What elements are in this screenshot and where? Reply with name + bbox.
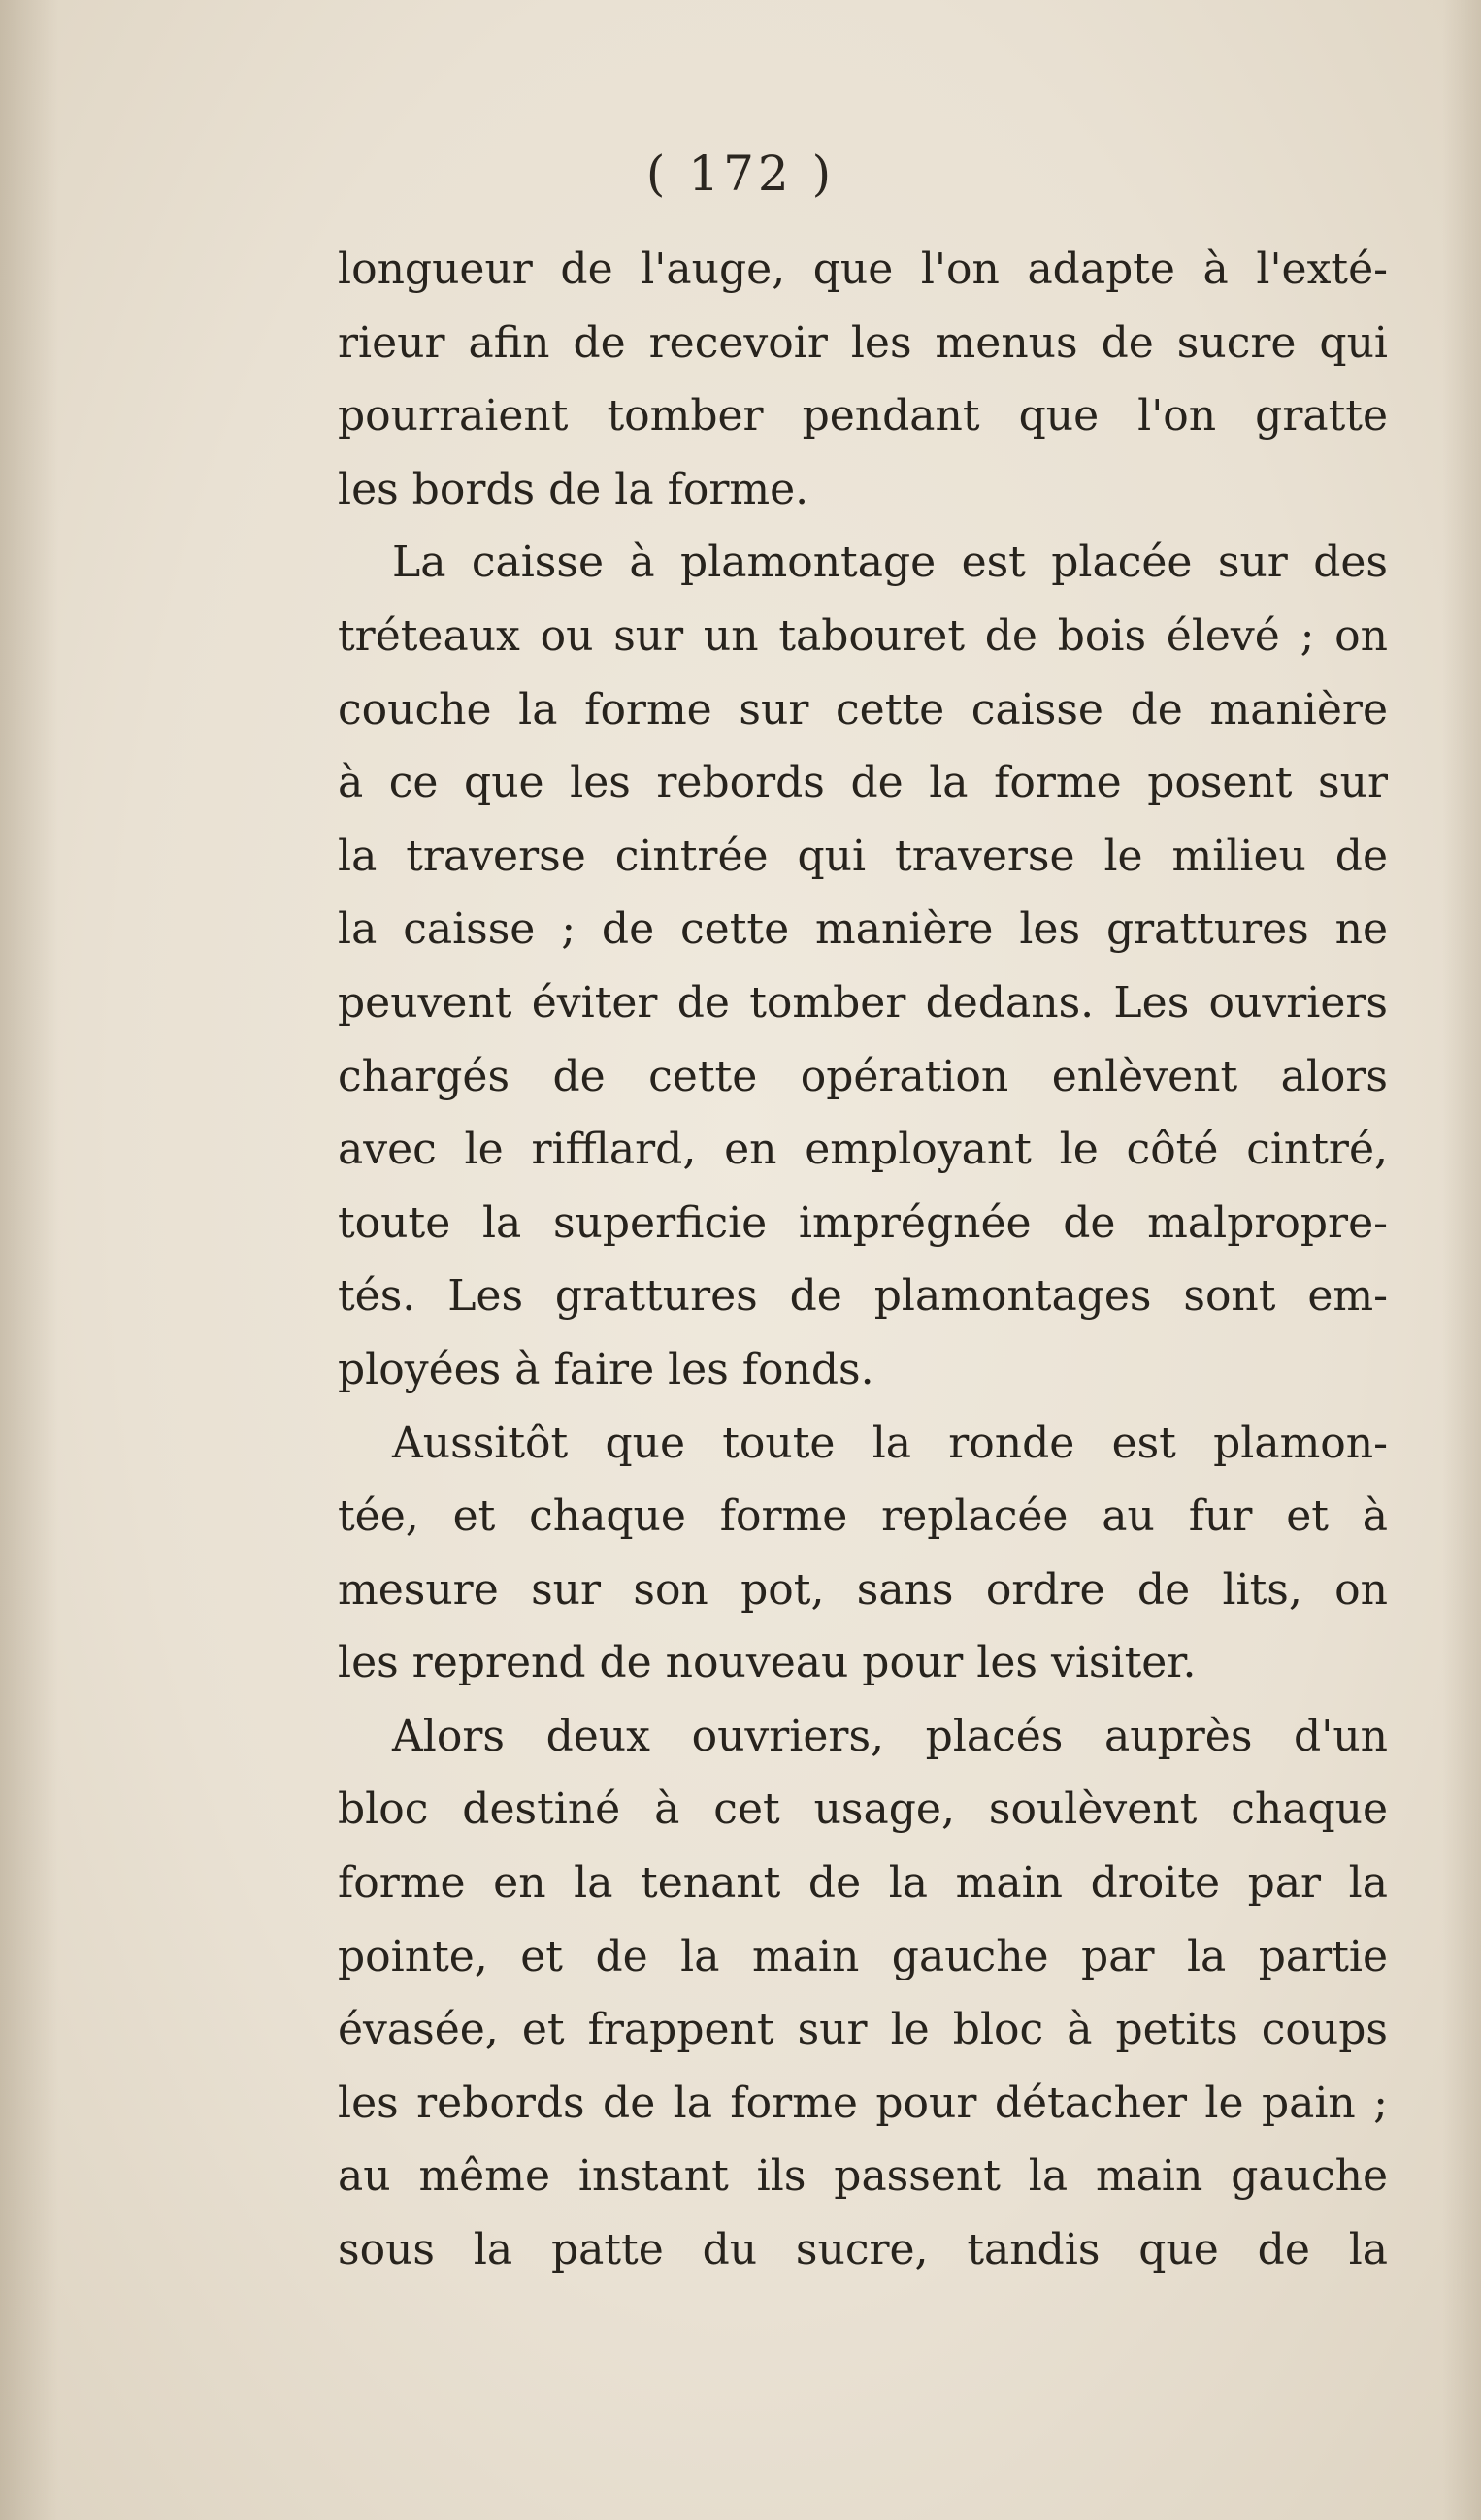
text-line: chargés de cette opération enlèvent alors xyxy=(338,1051,1388,1101)
text-line: couche la forme sur cette caisse de manière xyxy=(338,684,1388,735)
text-line: au même instant ils passent la main gauche xyxy=(338,2151,1388,2202)
body-text xyxy=(338,233,1388,2287)
page-edge-shadow xyxy=(1442,0,1481,2520)
text-line: longueur de l'auge, que l'on adapte à l'exté- xyxy=(338,245,1388,294)
page-number: ( 172 ) xyxy=(645,146,836,202)
text-line: avec le rifflard, en employant le côté cintré, xyxy=(338,1125,1388,1175)
text-line: tés. Les grattures de plamontages sont em- xyxy=(338,1271,1388,1322)
page-gutter-shadow xyxy=(0,0,58,2520)
text-line: tée, et chaque forme replacée au fur et à xyxy=(338,1491,1388,1542)
text-line: les reprend de nouveau pour les visiter. xyxy=(338,1638,1197,1688)
text-line: ployées à faire les fonds. xyxy=(338,1344,874,1394)
text-line: rieur afin de recevoir les menus de sucre qui xyxy=(338,317,1388,368)
text-line: La caisse à plamontage est placée sur des xyxy=(392,538,1388,588)
text-line: évasée, et frappent sur le bloc à petits coups xyxy=(338,2005,1388,2055)
text-line: Alors deux ouvriers, placés auprès d'un xyxy=(392,1711,1388,1761)
text-line: les rebords de la forme pour détacher le pain ; xyxy=(338,2078,1388,2128)
text-line: la caisse ; de cette manière les grattures ne xyxy=(338,904,1388,955)
text-line: bloc destiné à cet usage, soulèvent chaque xyxy=(338,1784,1388,1835)
text-line: mesure sur son pot, sans ordre de lits, on xyxy=(338,1564,1388,1615)
text-line: pointe, et de la main gauche par la partie xyxy=(338,1931,1388,1981)
text-line: peuvent éviter de tomber dedans. Les ouvriers xyxy=(338,977,1388,1028)
text-line: toute la superficie imprégnée de malpropre- xyxy=(338,1197,1388,1248)
text-line: la traverse cintrée qui traverse le milieu de xyxy=(338,831,1388,881)
text-line: sous la patte du sucre, tandis que de la xyxy=(338,2225,1388,2275)
text-line: à ce que les rebords de la forme posent sur xyxy=(338,758,1388,808)
text-line: Aussitôt que toute la ronde est plamon- xyxy=(392,1418,1388,1468)
text-line: pourraient tomber pendant que l'on gratte xyxy=(338,391,1388,442)
text-line: forme en la tenant de la main droite par la xyxy=(338,1858,1388,1909)
text-line: tréteaux ou sur un tabouret de bois élevé ; on xyxy=(338,610,1388,661)
text-line: les bords de la forme. xyxy=(338,464,809,514)
